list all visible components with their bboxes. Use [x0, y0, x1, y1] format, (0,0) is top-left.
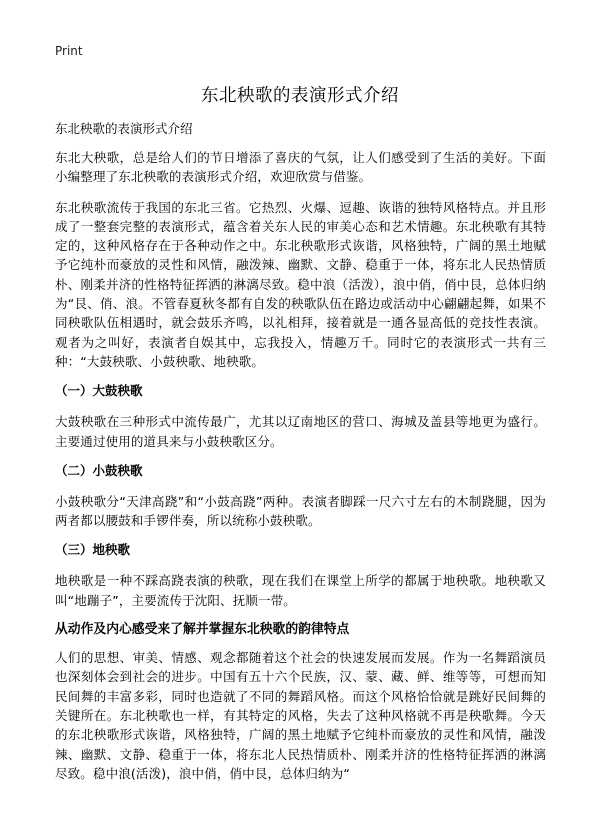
- intro-paragraph: 东北大秧歌，总是给人们的节日增添了喜庆的气氛，让人们感受到了生活的美好。下面小编整理了东北秧歌的表演形式介绍，欢迎欣赏与借鉴。: [55, 150, 546, 185]
- page-title: 东北秧歌的表演形式介绍: [201, 86, 399, 106]
- section-heading-big-drum: （一）大鼓秧歌: [55, 383, 143, 399]
- overview-paragraph: 东北秧歌流传于我国的东北三省。它热烈、火爆、逗趣、诙谐的独特风格特点。并且形成了一整套完整的表演形式，蕴含着关东人民的审美心态和艺术情趣。东北秧歌有其特定的，这种风格存在于各种动作之中。东北秧歌形式诙谐，风格独特，广阔的黑土地赋予它纯朴而豪放的灵性和风情，融泼辣、幽默、文静、稳重于一体，将东北人民热情质朴、刚柔并济的性格特征挥洒的淋漓尽致。稳中浪（活泼），浪中俏，俏中艮，总体归纳为“艮、俏、浪。不管春夏秋冬都有自发的秧歌队伍在路边或活动中心翩翩起舞，如果不同秧歌队伍相遇时，就会鼓乐齐鸣，以礼相拜，接着就是一通各显高低的竞技性表演。观者为之叫好，表演者自娱其中，忘我投入，情趣万千。同时它的表演形式一共有三种：“大鼓秧歌、小鼓秧歌、地秧歌。: [55, 199, 546, 369]
- section-heading-ground-yangge: （三）地秧歌: [55, 542, 131, 558]
- section-body-ground-yangge: 地秧歌是一种不踩高跷表演的秧歌，现在我们在课堂上所学的都属于地秧歌。地秧歌又叫“地蹦子”，主要流传于沈阳、抚顺一带。: [55, 573, 546, 608]
- document-subtitle: 东北秧歌的表演形式介绍: [55, 121, 193, 136]
- section-heading-rhythm: 从动作及内心感受来了解并掌握东北秧歌的韵律特点: [55, 622, 350, 638]
- document-body: [55, 148, 546, 794]
- print-label: Print: [55, 44, 83, 58]
- section-body-rhythm: 人们的思想、审美、情感、观念都随着这个社会的快速发展而发展。作为一名舞蹈演员也深刻体会到社会的进步。中国有五十六个民族，汉、蒙、藏、鲜、维等等，可想而知民间舞的丰富多彩，同时也造就了不同的舞蹈风格。而这个风格恰恰就是跳好民间舞的关键所在。东北秧歌也一样，有其特定的风格，失去了这种风格就不再是秧歌舞。今天的东北秧歌形式诙谐，风格独特，广阔的黑土地赋予它纯朴而豪放的灵性和风情，融泼辣、幽默、文静、稳重于一体，将东北人民热情质朴、刚柔并济的性格特征挥洒的淋漓尽致。稳中浪(活泼)，浪中俏，俏中艮，总体归纳为“: [55, 650, 546, 781]
- section-body-small-drum: 小鼓秧歌分“天津高跷”和“小鼓高跷”两种。表演者脚踩一尺六寸左右的木制跷腿，因为两者都以腰鼓和手锣伴奏，所以统称小鼓秧歌。: [55, 493, 546, 529]
- section-heading-small-drum: （二）小鼓秧歌: [55, 462, 143, 478]
- section-body-big-drum: 大鼓秧歌在三种形式中流传最广，尤其以辽南地区的营口、海城及盖县等地更为盛行。主要通过使用的道具来与小鼓秧歌区分。: [55, 414, 546, 449]
